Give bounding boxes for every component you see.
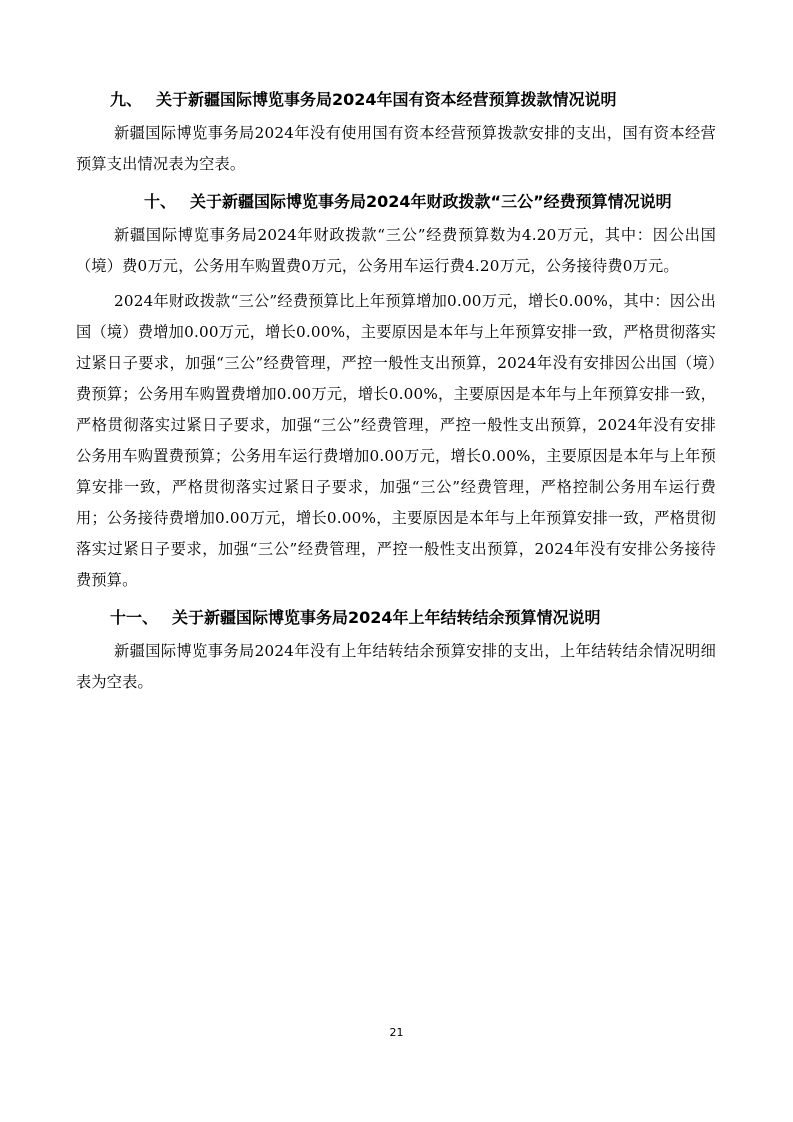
- section-title: 关于新疆国际博览事务局2024年国有资本经营预算拨款情况说明: [156, 90, 617, 109]
- section-10-heading: [76, 184, 716, 220]
- section-10-paragraph-2: 2024年财政拨款“三公”经费预算比上年预算增加0.00万元，增长0.00%，其中：因公出国（境）费增加0.00万元，增长0.00%，主要原因是本年与上年预算安排一致，严格贯彻落实过紧日子要求，加强“三公”经费管理，严控一般性支出预算，2024年没有安排因公出国（境）费预算；公务用车购置费增加0.00万元，增长0.00%，主要原因是本年与上年预算安排一致，严格贯彻落实过紧日子要求，加强“三公”经费管理，严控一般性支出预算，2024年没有安排公务用车购置费预算；公务用车运行费增加0.00万元，增长0.00%，主要原因是本年与上年预算安排一致，严格贯彻落实过紧日子要求，加强“三公”经费管理，严格控制公务用车运行费用；公务接待费增加0.00万元，增长0.00%，主要原因是本年与上年预算安排一致，严格贯彻落实过紧日子要求，加强“三公”经费管理，严控一般性支出预算，2024年没有安排公务接待费预算。: [76, 292, 716, 589]
- section-title: 关于新疆国际博览事务局2024年上年结转结余预算情况说明: [172, 608, 601, 627]
- section-10-paragraph-1: 新疆国际博览事务局2024年财政拨款“三公”经费预算数为4.20万元，其中：因公出国（境）费0万元，公务用车购置费0万元，公务用车运行费4.20万元，公务接待费0万元。: [76, 226, 716, 275]
- section-9-paragraph-1: 新疆国际博览事务局2024年没有使用国有资本经营预算拨款安排的支出，国有资本经营预算支出情况表为空表。: [76, 124, 716, 173]
- section-title: 关于新疆国际博览事务局2024年财政拨款“三公”经费预算情况说明: [190, 192, 672, 211]
- section-number: 十一、: [110, 608, 159, 627]
- section-11-paragraph-1: 新疆国际博览事务局2024年没有上年结转结余预算安排的支出，上年结转结余情况明细表为空表。: [76, 642, 716, 691]
- section-number: 九、: [110, 90, 143, 109]
- section-11-heading: [76, 600, 716, 636]
- section-9-heading: [76, 82, 716, 118]
- document-body: [76, 82, 716, 698]
- page-number: 21: [389, 1026, 404, 1039]
- section-number: 十、: [144, 192, 177, 211]
